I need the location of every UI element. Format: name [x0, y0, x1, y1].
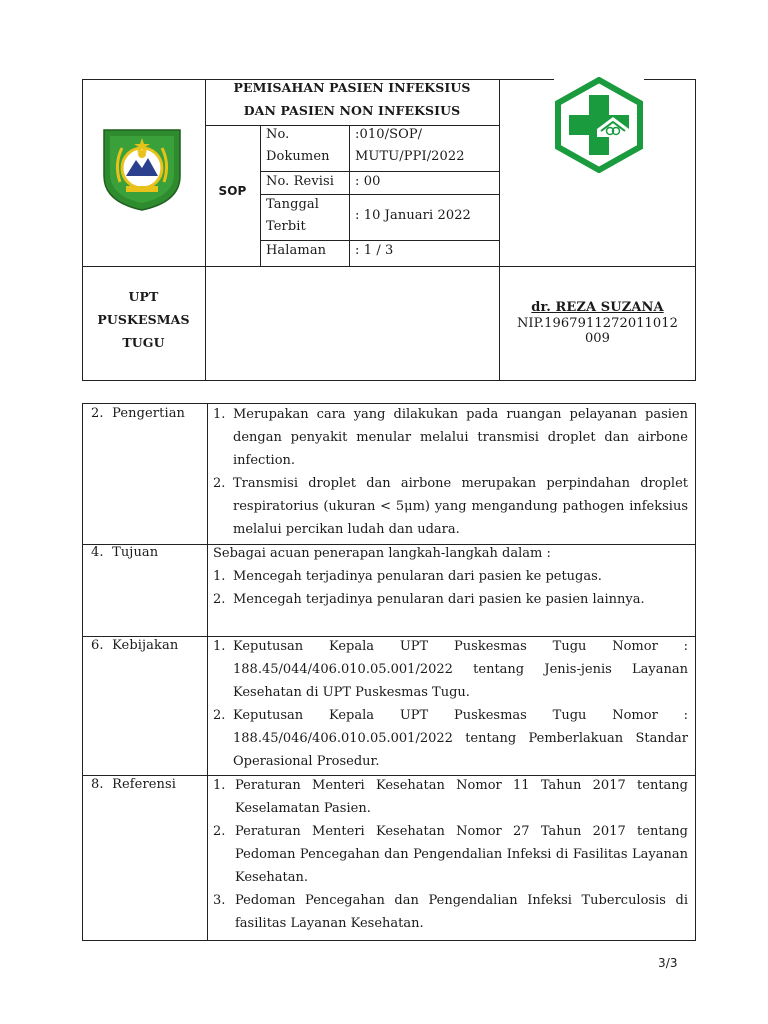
list-item — [213, 565, 688, 588]
list-number: 1. — [213, 569, 226, 584]
org-name-line1: UPT — [128, 289, 159, 304]
signer-nip-line2: 009 — [584, 331, 611, 346]
page-value: : 1 / 3 — [355, 243, 394, 258]
list-text: Peraturan Menteri Kesehatan Nomor 11 Tahun 2017 tentang Keselamatan Pasien. — [235, 778, 688, 816]
org-name-line2: PUSKESMAS — [97, 312, 190, 327]
section-label-pengertian: 2. Pengertian — [91, 406, 186, 421]
section-label-referensi: 8. Referensi — [91, 777, 177, 792]
section-intro: Sebagai acuan penerapan langkah-langkah dalam : — [213, 546, 551, 561]
list-text: Keputusan Kepala UPT Puskesmas Tugu Nomor : 188.45/046/406.010.05.001/2022 tentang Pemberlakuan Standar Operasional Prosedur. — [233, 708, 688, 769]
list-number: 1. — [213, 778, 226, 793]
doc-number-value-2: MUTU/PPI/2022 — [355, 149, 465, 164]
list-text: Peraturan Menteri Kesehatan Nomor 27 Tahun 2017 tentang Pedoman Pencegahan dan Pengendalian Infeksi di Fasilitas Layanan Kesehatan. — [235, 824, 688, 885]
list-item — [213, 403, 688, 472]
revision-label: No. Revisi — [266, 174, 335, 189]
document-title-line1: PEMISAHAN PASIEN INFEKSIUS — [233, 80, 471, 95]
list-number: 2. — [213, 708, 226, 723]
issue-date-label-2: Terbit — [266, 219, 306, 234]
document-title-line2: DAN PASIEN NON INFEKSIUS — [243, 103, 461, 118]
revision-value: : 00 — [355, 174, 381, 189]
doc-number-label: No. — [266, 127, 290, 142]
list-number: 2. — [213, 824, 226, 839]
list-item — [213, 889, 688, 935]
list-text: Mencegah terjadinya penularan dari pasien ke pasien lainnya. — [233, 592, 645, 607]
issue-date-label: Tanggal — [266, 197, 320, 212]
page-label: Halaman — [266, 243, 327, 258]
list-item — [213, 774, 688, 820]
puskesmas-logo — [551, 77, 647, 173]
signer-nip-line1: NIP.1967911272011012 — [516, 316, 679, 331]
section-label-kebijakan: 6. Kebijakan — [91, 638, 179, 653]
list-number: 1. — [213, 407, 226, 422]
list-number: 2. — [213, 592, 226, 607]
list-text: Keputusan Kepala UPT Puskesmas Tugu Nomor : 188.45/044/406.010.05.001/2022 tentang Jenis-jenis Layanan Kesehatan di UPT Puskesmas Tugu. — [233, 639, 688, 700]
list-number: 1. — [213, 639, 226, 654]
list-number: 2. — [213, 476, 226, 491]
list-text: Mencegah terjadinya penularan dari pasien ke petugas. — [233, 569, 602, 584]
signer-name: dr. REZA SUZANA — [531, 300, 664, 315]
section-label-tujuan: 4. Tujuan — [91, 545, 159, 560]
org-name-line3: TUGU — [122, 335, 165, 350]
sop-label: SOP — [218, 184, 247, 198]
doc-number-value: :010/SOP/ — [355, 127, 423, 142]
list-number: 3. — [213, 893, 226, 908]
list-item — [213, 820, 688, 889]
list-item — [213, 704, 688, 773]
list-item — [213, 635, 688, 704]
list-item — [213, 588, 688, 611]
regional-emblem-logo — [100, 124, 184, 212]
issue-date-value: : 10 Januari 2022 — [355, 208, 471, 223]
list-text: Merupakan cara yang dilakukan pada ruangan pelayanan pasien dengan penyakit menular melalui transmisi droplet dan airbone infection. — [233, 407, 688, 468]
list-text: Pedoman Pencegahan dan Pengendalian Infeksi Tuberculosis di fasilitas Layanan Kesehatan. — [235, 893, 688, 931]
list-item — [213, 472, 688, 541]
list-text: Transmisi droplet dan airbone merupakan perpindahan droplet respiratorius (ukuran < 5μm) yang mengandung pathogen infeksius melalui percikan ludah dan udara. — [233, 476, 688, 537]
doc-number-label-2: Dokumen — [266, 149, 330, 164]
page-number: 3/3 — [658, 956, 678, 970]
